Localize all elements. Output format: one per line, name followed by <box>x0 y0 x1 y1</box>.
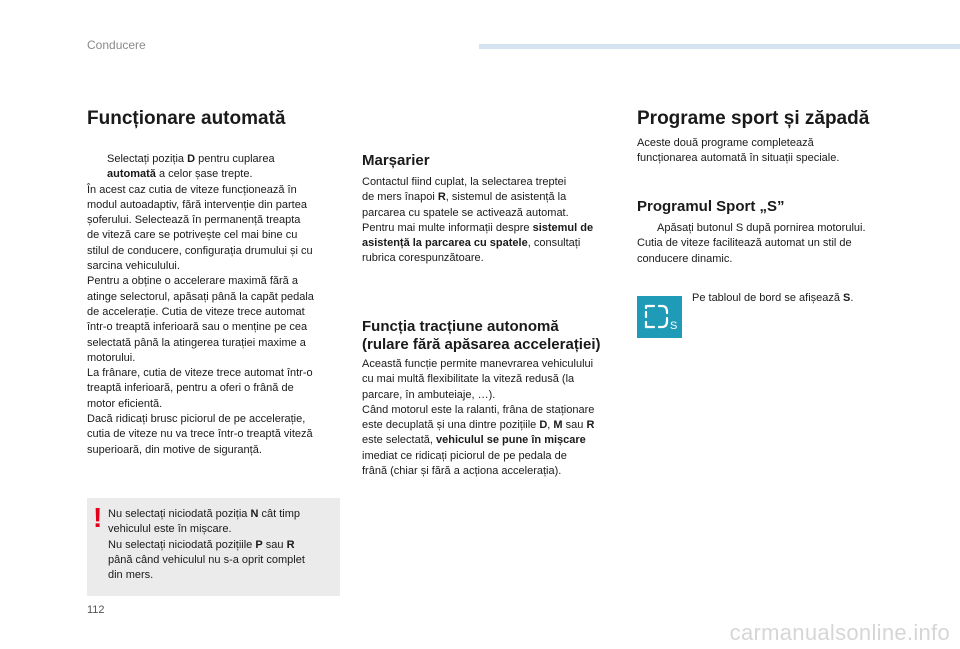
text-line: frână (chiar și fără a acționa accelerația). <box>362 465 562 478</box>
text-line: Pentru mai multe informații despre sistemul de <box>362 221 594 234</box>
text-line: funcționarea automată în situații speciale. <box>637 152 840 165</box>
text-line: imediat ce ridicați piciorul de pe pedala de <box>362 449 567 462</box>
text-line: modul autoadaptiv, fără intervenție din partea <box>87 198 307 211</box>
text-line: Selectați poziția D pentru cuplarea <box>107 153 275 165</box>
text-line: de viteză care se potrivește cel mai bine cu <box>87 229 298 242</box>
text-line: este decuplată și una dintre pozițiile D, M sau R <box>362 419 595 432</box>
text-line: Dacă ridicați brusc piciorul de pe accelerație, <box>87 413 306 426</box>
text-line: Nu selectați niciodată pozițiile P sau R <box>108 538 295 551</box>
warning-text <box>108 507 336 583</box>
svg-text:S: S <box>670 320 678 332</box>
creep-function-title: Funcția tracțiune autonomă (rulare fără apăsarea accelerației) <box>362 318 601 353</box>
text-line: Apăsați butonul S după pornirea motorului. <box>657 222 866 234</box>
text-line: Contactul fiind cuplat, la selectarea treptei <box>362 176 567 188</box>
text-line: șoferului. Selectează în permanență treapta <box>87 214 301 227</box>
text-line: treaptă inferioară, pentru a oferi o frână de <box>87 382 294 395</box>
text-line: La frânare, cutia de viteze trece automat într-o <box>87 367 313 380</box>
warning-mark-icon: ! <box>93 502 103 533</box>
automatic-operation-text <box>87 152 347 458</box>
text-line: cutia de viteze nu va trece într-o treaptă viteză <box>87 428 313 441</box>
creep-function-text <box>362 357 628 479</box>
ds-sport-indicator-icon <box>637 296 682 338</box>
reverse-gear-title: Marșarier <box>362 152 430 169</box>
text-line: În acest caz cutia de viteze funcționează în <box>87 183 297 196</box>
text-line: Când motorul este la ralanti, frâna de staționare <box>362 403 595 416</box>
text-line: Această funcție permite manevrarea vehiculului <box>362 358 594 370</box>
text-line: Aceste două programe completează <box>637 137 814 149</box>
text-line: stilul de conducere, configurația drumului și cu <box>87 244 313 257</box>
text-line: de accelerație. Cutia de viteze trece automat <box>87 305 305 318</box>
text-line: este selectată, vehiculul se pune în mișcare <box>362 434 586 447</box>
text-line: automată a celor șase trepte. <box>107 168 253 181</box>
text-line: parcare, în ambuteiaje, …). <box>362 388 496 401</box>
text-line: vehiculul este în mișcare. <box>108 523 232 536</box>
page-number: 112 <box>87 604 105 616</box>
reverse-gear-text <box>362 175 624 267</box>
text-line: de mers înapoi R, sistemul de asistență la <box>362 191 567 204</box>
text-line: într-o treaptă inferioară sau o menține pe cea <box>87 321 308 334</box>
section-header: Conducere <box>87 38 146 52</box>
text-line: Cutia de viteze facilitează automat un stil de <box>637 237 852 250</box>
text-line: motor eficientă. <box>87 397 163 410</box>
text-line: atinge selectorul, apăsați până la capăt pedala <box>87 290 314 303</box>
text-line: rubrica corespunzătoare. <box>362 252 484 265</box>
text-line: conducere dinamic. <box>637 252 733 265</box>
sport-program-title: Programul Sport „S” <box>637 198 785 215</box>
text-line: din mers. <box>108 569 154 582</box>
text-line: Pentru a obține o accelerare maximă fără a <box>87 275 298 288</box>
text-line: superioară, din motive de siguranță. <box>87 443 262 456</box>
text-line: până când vehiculul nu s-a oprit complet <box>108 553 305 566</box>
header-accent-bar <box>479 44 960 49</box>
text-line: cu mai multă flexibilitate la viteză redusă (la <box>362 373 575 386</box>
sport-program-text <box>637 221 905 267</box>
sport-snow-programs-title: Programe sport și zăpadă <box>637 108 870 129</box>
watermark: carmanualsonline.info <box>729 620 950 645</box>
automatic-operation-title: Funcționare automată <box>87 108 286 129</box>
text-line: asistență la parcarea cu spatele, consultați <box>362 237 581 250</box>
text-line: sarcina vehiculului. <box>87 260 180 273</box>
dashboard-display-text: Pe tabloul de bord se afișează S. <box>692 292 854 304</box>
text-line: selectată până la atingerea turației maxime a <box>87 336 306 349</box>
text-line: parcarea cu spatele se activează automat. <box>362 206 569 219</box>
programs-intro-text <box>637 136 897 167</box>
text-line: motorului. <box>87 351 136 364</box>
text-line: Nu selectați niciodată poziția N cât timp <box>108 508 300 520</box>
